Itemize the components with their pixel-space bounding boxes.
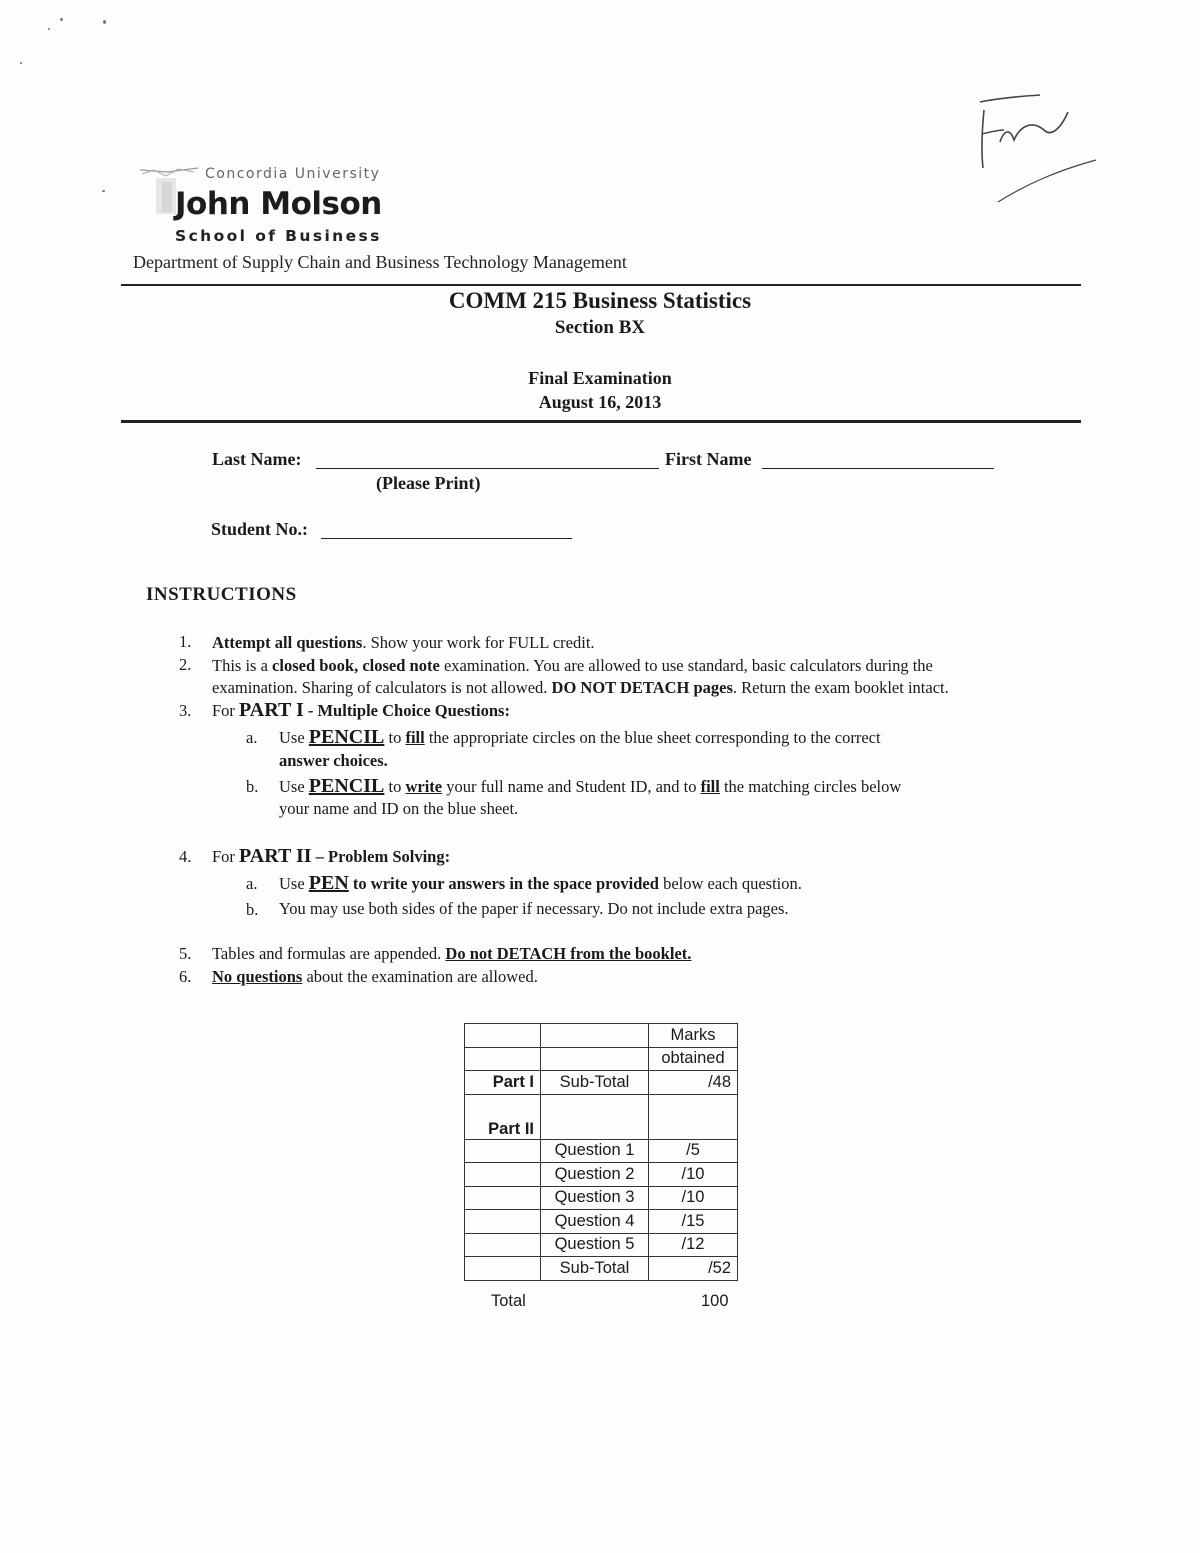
instruction-2: This is a closed book, closed note examination. You are allowed to use standard, basic calculators during the — [212, 656, 933, 675]
table-row: Part I Sub-Total /48 — [465, 1071, 738, 1095]
instruction-2-line-2: examination. Sharing of calculators is not allowed. DO NOT DETACH pages. Return the exam booklet intact. — [212, 678, 949, 697]
instruction-4b: You may use both sides of the paper if necessary. Do not include extra pages. — [279, 899, 789, 918]
instruction-5: Tables and formulas are appended. Do not DETACH from the booklet. — [212, 944, 692, 963]
student-number-field[interactable] — [321, 538, 572, 539]
total-value: 100 — [701, 1292, 729, 1310]
instruction-4a-letter: a. — [246, 874, 258, 893]
exam-type: Final Examination — [528, 368, 672, 388]
instruction-3-number: 3. — [179, 701, 192, 720]
university-name: Concordia University — [205, 166, 381, 182]
table-header-row — [465, 1047, 738, 1071]
exam-date: August 16, 2013 — [538, 392, 662, 412]
top-rule — [121, 284, 1081, 286]
table-header-row — [465, 1024, 738, 1048]
marks-table — [464, 1023, 738, 1281]
course-title: COMM 215 Business Statistics — [448, 288, 752, 313]
handwritten-initials — [970, 90, 1100, 210]
first-name-label: First Name — [665, 449, 752, 469]
instruction-4b-letter: b. — [246, 900, 259, 919]
instruction-3b: Use PENCIL to write your full name and Student ID, and to fill the matching circles below — [279, 775, 902, 797]
first-name-field[interactable] — [762, 468, 994, 469]
table-row: Sub-Total /52 — [465, 1257, 738, 1281]
table-row: Question 3 /10 — [465, 1186, 738, 1210]
bottom-rule — [121, 420, 1081, 423]
section: Section BX — [554, 317, 646, 338]
department-name: Department of Supply Chain and Business Technology Management — [133, 252, 627, 272]
student-number-label: Student No.: — [211, 519, 309, 539]
school-name: John Molson — [175, 186, 382, 222]
obtained-header: obtained — [649, 1047, 738, 1071]
please-print-note: (Please Print) — [376, 473, 481, 493]
last-name-field[interactable] — [316, 468, 659, 469]
instruction-1: Attempt all questions. Show your work for FULL credit. — [212, 633, 595, 652]
instruction-1-number: 1. — [179, 632, 192, 651]
instruction-4: For PART II – Problem Solving: — [212, 845, 451, 867]
table-row: Question 5 /12 — [465, 1233, 738, 1257]
instruction-3b-letter: b. — [246, 777, 259, 796]
instruction-3a: Use PENCIL to fill the appropriate circles on the blue sheet corresponding to the correct — [279, 726, 881, 748]
instruction-3b-line-2: your name and ID on the blue sheet. — [279, 799, 519, 818]
table-row: Question 2 /10 — [465, 1163, 738, 1187]
instruction-6-number: 6. — [179, 967, 192, 986]
instruction-4a: Use PEN to write your answers in the space provided below each question. — [279, 872, 802, 894]
last-name-label: Last Name: — [212, 449, 302, 469]
instruction-3a-line-2: answer choices. — [279, 751, 388, 770]
school-subtitle: School of Business — [175, 227, 382, 245]
instruction-3: For PART I - Multiple Choice Questions: — [212, 699, 510, 721]
marks-header: Marks — [649, 1024, 738, 1048]
instructions-heading: INSTRUCTIONS — [146, 584, 297, 605]
instruction-2-number: 2. — [179, 655, 192, 674]
table-row: Question 4 /15 — [465, 1210, 738, 1234]
instruction-5-number: 5. — [179, 944, 192, 963]
total-label: Total — [491, 1292, 526, 1310]
table-row: Part II — [465, 1094, 738, 1139]
instruction-6: No questions about the examination are allowed. — [212, 967, 538, 986]
instruction-3a-letter: a. — [246, 728, 258, 747]
table-row: Question 1 /5 — [465, 1139, 738, 1163]
instruction-4-number: 4. — [179, 847, 192, 866]
